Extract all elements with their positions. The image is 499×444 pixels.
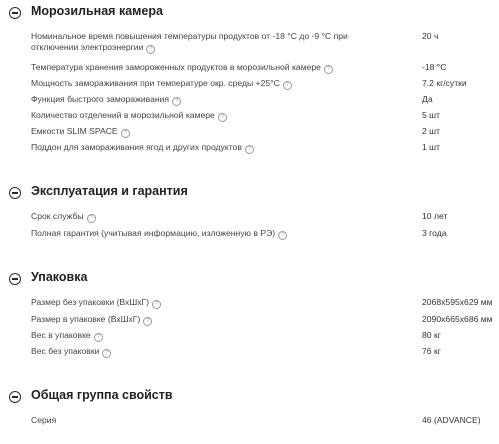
question-circle-icon[interactable]: ? (146, 45, 155, 54)
spec-label: Размер без упаковки (ВхШхГ) ? (31, 297, 381, 309)
section-packaging (0, 272, 499, 292)
question-circle-icon[interactable]: ? (245, 145, 254, 154)
spec-value: 46 (ADVANCE) (422, 415, 481, 425)
spec-value: Да (422, 94, 433, 104)
section-header[interactable] (0, 186, 499, 206)
spec-value: 3 года (422, 228, 447, 238)
minus-circle-icon[interactable] (9, 7, 21, 19)
spec-value: 20 ч (422, 31, 439, 41)
minus-circle-icon[interactable] (9, 391, 21, 403)
section-general-properties (0, 390, 499, 410)
spec-label: Номинальное время повышения температуры продуктов от -18 °C до -9 °C при отключении электроэнергии ? (31, 31, 348, 52)
section-operation-warranty (0, 186, 499, 206)
spec-label: Мощность замораживания при температуре окр. среды +25°C ? (31, 78, 381, 90)
question-circle-icon[interactable]: ? (283, 81, 292, 90)
minus-circle-icon[interactable] (9, 273, 21, 285)
spec-value: 2068х595х629 мм (422, 297, 493, 307)
section-title: Общая группа свойств (31, 388, 173, 402)
question-circle-icon[interactable]: ? (324, 65, 333, 74)
spec-value: 7.2 кг/сутки (422, 78, 467, 88)
spec-value: 80 кг (422, 330, 441, 340)
section-header[interactable] (0, 6, 499, 26)
spec-label: Серия (31, 415, 57, 425)
question-circle-icon[interactable]: ? (172, 97, 181, 106)
minus-circle-icon[interactable] (9, 187, 21, 199)
spec-value: 2090х665х686 мм (422, 314, 493, 324)
question-circle-icon[interactable]: ? (218, 113, 227, 122)
question-circle-icon[interactable]: ? (102, 349, 111, 358)
spec-label: Функция быстрого замораживания ? (31, 94, 381, 106)
spec-value: 1 шт (422, 142, 440, 152)
spec-label: Температура хранения замороженных продуктов в морозильной камере ? (31, 62, 381, 74)
spec-label: Срок службы ? (31, 211, 381, 223)
spec-value: -18 °C (422, 62, 447, 72)
spec-value: 2 шт (422, 126, 440, 136)
section-title: Эксплуатация и гарантия (31, 184, 188, 198)
question-circle-icon[interactable]: ? (278, 231, 287, 240)
question-circle-icon[interactable]: ? (121, 129, 130, 138)
spec-label: Вес без упаковки ? (31, 346, 381, 358)
section-header[interactable] (0, 390, 499, 410)
section-freezer (0, 6, 499, 26)
question-circle-icon[interactable]: ? (143, 317, 152, 326)
question-circle-icon[interactable]: ? (94, 333, 103, 342)
spec-label: Поддон для замораживания ягод и других продуктов ? (31, 142, 381, 154)
spec-value: 10 лет (422, 211, 448, 221)
spec-label: Полная гарантия (учитывая информацию, изложенную в РЭ) ? (31, 228, 381, 240)
section-title: Морозильная камера (31, 4, 163, 18)
spec-value: 5 шт (422, 110, 440, 120)
question-circle-icon[interactable]: ? (87, 214, 96, 223)
spec-label: Вес в упаковке ? (31, 330, 381, 342)
question-circle-icon[interactable]: ? (152, 300, 161, 309)
spec-value: 76 кг (422, 346, 441, 356)
spec-label: Размер в упаковке (ВхШхГ) ? (31, 314, 381, 326)
spec-label: Емкости SLIM SPACE ? (31, 126, 381, 138)
section-title: Упаковка (31, 270, 88, 284)
spec-label: Количество отделений в морозильной камере ? (31, 110, 381, 122)
section-header[interactable] (0, 272, 499, 292)
